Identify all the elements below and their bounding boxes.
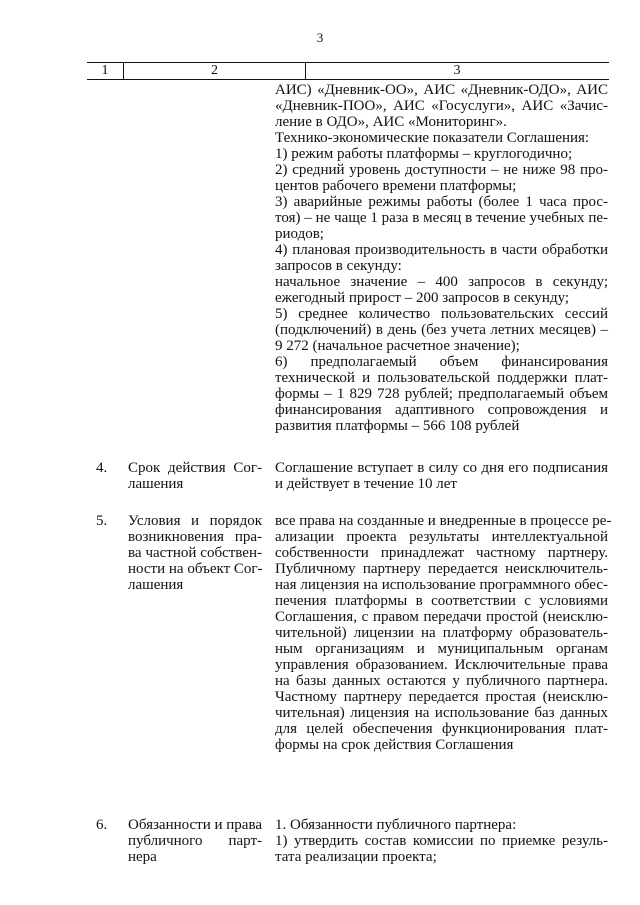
row-content bbox=[275, 817, 608, 865]
row-title bbox=[128, 513, 262, 593]
text-line: для целей обеспечения функционирования плат- bbox=[275, 721, 608, 737]
text-line: 6) предполагаемый объем финансирования bbox=[275, 354, 608, 370]
text-line: запросов в секунду: bbox=[275, 258, 402, 274]
text-line: финансирования адаптивного сопровождения и bbox=[275, 402, 608, 418]
text-line: Частному партнеру передается простая (неисклю- bbox=[275, 689, 608, 705]
row-number: 6. bbox=[96, 817, 108, 833]
title-line: ва частной собствен- bbox=[128, 545, 262, 561]
text-line: (подключений) в день (без учета летних месяцев) – bbox=[275, 322, 608, 338]
text-line: технической и пользовательской поддержки плат- bbox=[275, 370, 608, 386]
text-line: Соглашения, с правом передачи простой (неисклю- bbox=[275, 609, 608, 625]
text-line: собственности принадлежат частному партнеру. bbox=[275, 545, 608, 561]
title-line: лашения bbox=[128, 476, 184, 492]
text-line: Публичному партнеру передается неисключитель- bbox=[275, 561, 608, 577]
text-line: развития платформы – 566 108 рублей bbox=[275, 418, 520, 434]
text-line: начальное значение – 400 запросов в секунду; bbox=[275, 274, 608, 290]
text-line: ление в ОДО», АИС «Мониторинг». bbox=[275, 114, 507, 130]
row-number: 5. bbox=[96, 513, 108, 529]
text-line: 4) плановая производительность в части обработки bbox=[275, 242, 608, 258]
text-line: 3) аварийные режимы работы (более 1 часа прос- bbox=[275, 194, 608, 210]
text-line: чительная) лицензия на использование баз данных bbox=[275, 705, 608, 721]
title-line: нера bbox=[128, 849, 157, 865]
text-line: 1) режим работы платформы – круглогодично; bbox=[275, 146, 573, 162]
text-line: ным организациям и муниципальным органам bbox=[275, 641, 608, 657]
text-line: ная лицензия на использование программного обес- bbox=[275, 577, 608, 593]
header-col-2: 2 bbox=[123, 63, 306, 79]
header-col-1: 1 bbox=[101, 63, 109, 78]
row-number: 4. bbox=[96, 460, 108, 476]
text-line: формы на срок действия Соглашения bbox=[275, 737, 514, 753]
title-line: возникновения пра- bbox=[128, 529, 262, 545]
text-line: риодов; bbox=[275, 226, 324, 242]
text-line: и действует в течение 10 лет bbox=[275, 476, 457, 492]
title-line: ности на объект Сог- bbox=[128, 561, 263, 577]
text-line: Технико-экономические показатели Соглашения: bbox=[275, 130, 590, 146]
title-line: Условия и порядок bbox=[128, 513, 262, 529]
header-col-3: 3 bbox=[453, 63, 461, 78]
row-title bbox=[128, 817, 262, 865]
title-line: публичного парт- bbox=[128, 833, 262, 849]
text-line: тоя) – не чаще 1 раза в месяц в течение учебных пе- bbox=[275, 210, 608, 226]
text-line: Соглашение вступает в силу со дня его подписания bbox=[275, 460, 608, 476]
text-line: 2) средний уровень доступности – не ниже 98 про- bbox=[275, 162, 608, 178]
continuation-content bbox=[275, 82, 608, 434]
text-line: АИС) «Дневник-ОО», АИС «Дневник-ОДО», АИС bbox=[275, 82, 608, 98]
text-line: формы – 1 829 728 рублей; предполагаемый объем bbox=[275, 386, 608, 402]
title-line: Срок действия Сог- bbox=[128, 460, 262, 476]
text-line: тата реализации проекта; bbox=[275, 849, 437, 865]
text-line: 1) утвердить состав комиссии по приемке резуль- bbox=[275, 833, 608, 849]
text-line: все права на созданные и внедренные в процессе ре- bbox=[275, 513, 612, 529]
text-line: центов рабочего времени платформы; bbox=[275, 178, 517, 194]
text-line: чительной) лицензии на платформу образователь- bbox=[275, 625, 608, 641]
text-line: 1. Обязанности публичного партнера: bbox=[275, 817, 517, 833]
text-line: «Дневник-ПОО», АИС «Госуслуги», АИС «Зачис- bbox=[275, 98, 608, 114]
title-line: лашения bbox=[128, 577, 184, 593]
text-line: на базы данных остаются у публичного партнера. bbox=[275, 673, 608, 689]
row-content bbox=[275, 460, 608, 492]
text-line: печения платформы в соответствии с условиями bbox=[275, 593, 608, 609]
text-line: ежегодный прирост – 200 запросов в секунду; bbox=[275, 290, 570, 306]
text-line: 5) среднее количество пользовательских сессий bbox=[275, 306, 608, 322]
row-content bbox=[275, 513, 612, 753]
table-header bbox=[87, 62, 609, 80]
text-line: управления образованием. Исключительные права bbox=[275, 657, 608, 673]
row-title bbox=[128, 460, 262, 492]
text-line: ализации проекта результаты интеллектуальной bbox=[275, 529, 608, 545]
text-line: 9 272 (начальное расчетное значение); bbox=[275, 338, 520, 354]
page-number: 3 bbox=[316, 30, 324, 45]
title-line: Обязанности и права bbox=[128, 817, 262, 833]
